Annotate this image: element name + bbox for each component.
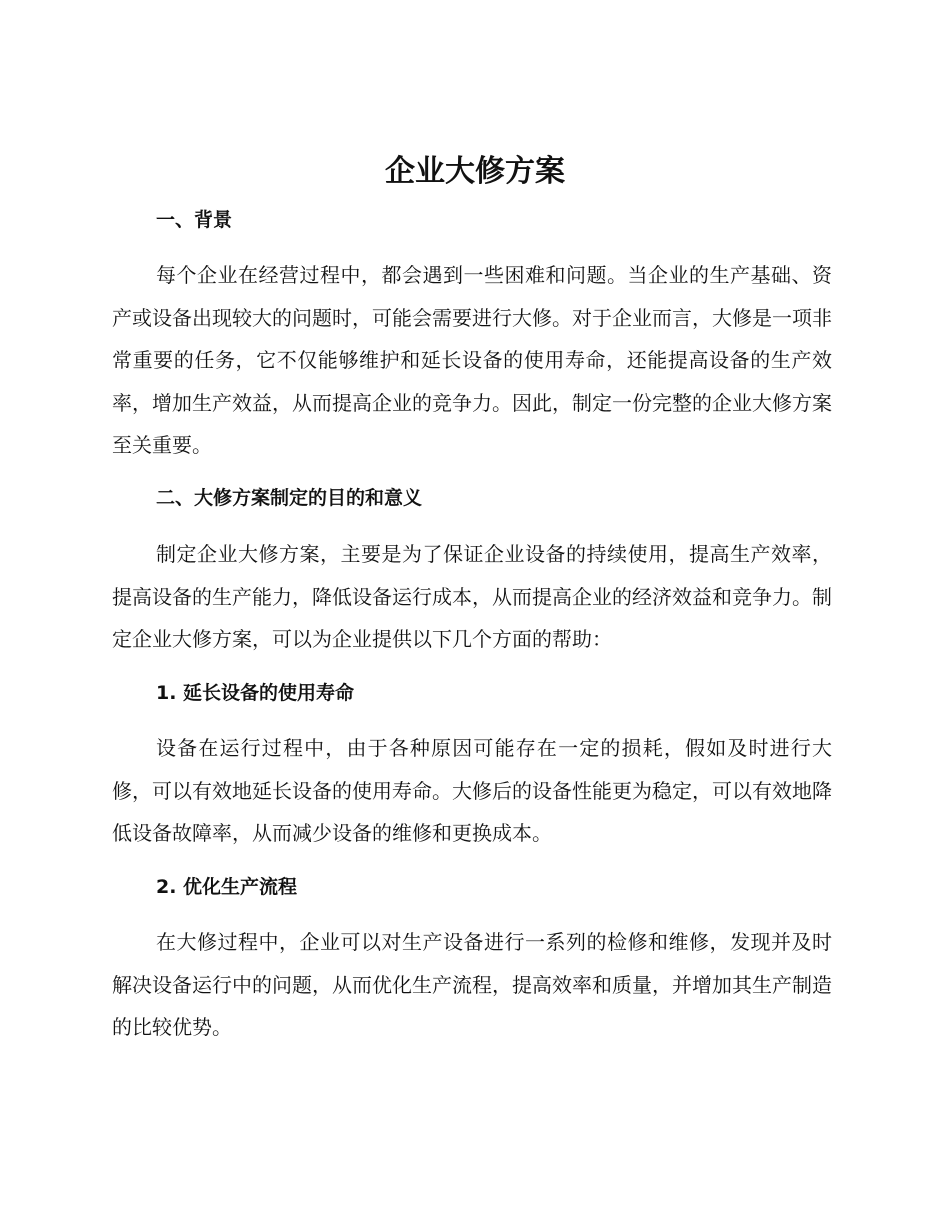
section-heading-optimize-process: 2. 优化生产流程 xyxy=(156,876,298,898)
section-paragraph-background: 每个企业在经营过程中，都会遇到一些困难和问题。当企业的生产基础、资产或设备出现较大的问题时，可能会需要进行大修。对于企业而言，大修是一项非常重要的任务，它不仅能够维护和延长设备的使用寿命，还能提高设备的生产效率，增加生产效益，从而提高企业的竞争力。因此，制定一份完整的企业大修方案至关重要。 xyxy=(112,263,832,458)
section-paragraph-purpose: 制定企业大修方案，主要是为了保证企业设备的持续使用，提高生产效率，提高设备的生产能力，降低设备运行成本，从而提高企业的经济效益和竞争力。制定企业大修方案，可以为企业提供以下几个方面的帮助： xyxy=(112,542,832,652)
section-paragraph-optimize-process: 在大修过程中，企业可以对生产设备进行一系列的检修和维修，发现并及时解决设备运行中的问题，从而优化生产流程，提高效率和质量，并增加其生产制造的比较优势。 xyxy=(112,930,832,1040)
section-heading-purpose: 二、大修方案制定的目的和意义 xyxy=(156,487,423,509)
section-paragraph-extend-life: 设备在运行过程中，由于各种原因可能存在一定的损耗，假如及时进行大修，可以有效地延长设备的使用寿命。大修后的设备性能更为稳定，可以有效地降低设备故障率，从而减少设备的维修和更换成本。 xyxy=(112,736,832,846)
section-heading-extend-life: 1. 延长设备的使用寿命 xyxy=(156,682,355,704)
section-heading-background: 一、背景 xyxy=(156,209,233,231)
document-title: 企业大修方案 xyxy=(385,154,565,189)
